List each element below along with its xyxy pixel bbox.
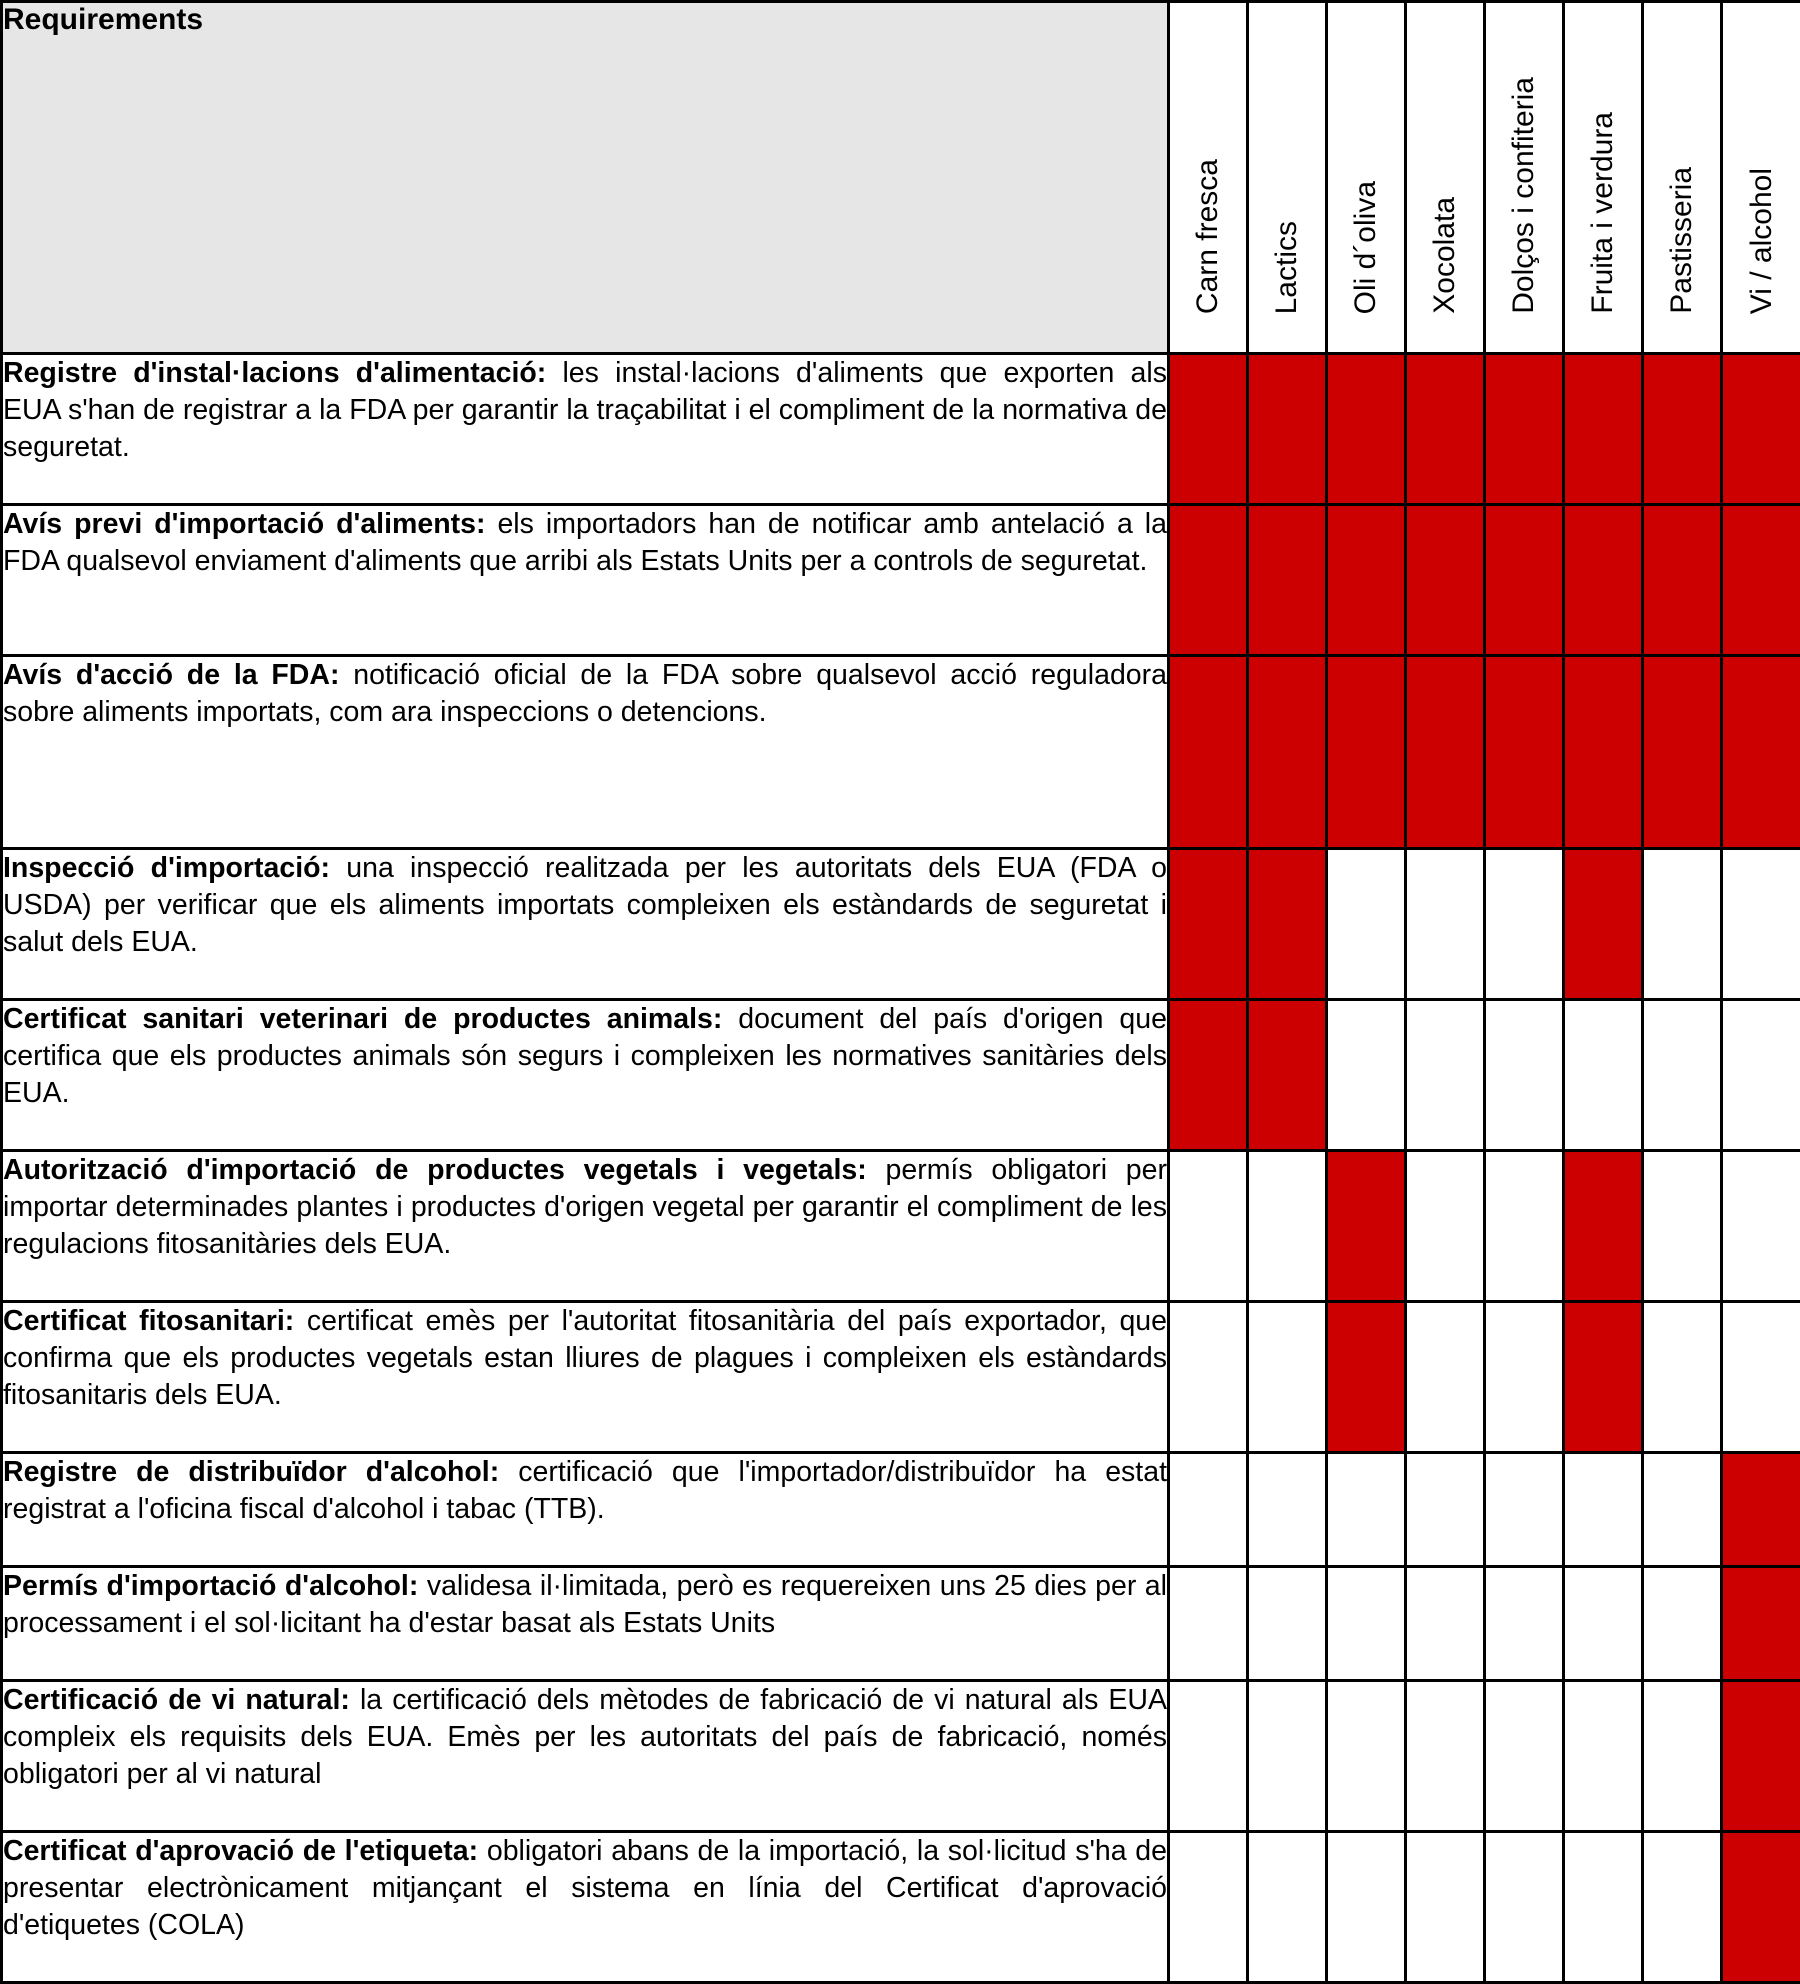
requirement-text: document del país d'origen que certifica que els productes animals són segurs i compleixen les normatives sanitàries dels EUA. (3, 1003, 1167, 1109)
required-cell (1564, 1151, 1643, 1302)
table-row (2, 1681, 1800, 1832)
empty-cell (1643, 1302, 1722, 1453)
required-cell (1248, 1000, 1327, 1151)
required-cell (1169, 354, 1248, 505)
required-cell (1564, 505, 1643, 656)
column-header-oli-oliva (1327, 2, 1406, 354)
required-cell (1722, 505, 1800, 656)
requirement-text: una inspecció realitzada per les autoritats dels EUA (FDA o USDA) per verificar que els aliments importats compleixen els estàndards de seguretat i salut dels EUA. (3, 852, 1167, 958)
requirement-text: la certificació dels mètodes de fabricació de vi natural als EUA compleix els requisits dels EUA. Emès per les autoritats del país de fabricació, només obligatori per al vi natural (3, 1684, 1167, 1790)
column-header-carn-fresca (1169, 2, 1248, 354)
required-cell (1643, 354, 1722, 505)
empty-cell (1643, 849, 1722, 1000)
empty-cell (1485, 1832, 1564, 1983)
table-row (2, 354, 1800, 505)
required-cell (1564, 1302, 1643, 1453)
column-label: Carn fresca (1191, 159, 1225, 314)
empty-cell (1485, 1453, 1564, 1567)
empty-cell (1643, 1832, 1722, 1983)
empty-cell (1169, 1151, 1248, 1302)
requirement-description (2, 656, 1169, 849)
table-row (2, 849, 1800, 1000)
requirements-header: Requirements (2, 2, 1169, 354)
empty-cell (1406, 1151, 1485, 1302)
empty-cell (1485, 1681, 1564, 1832)
requirement-description (2, 505, 1169, 656)
required-cell (1169, 505, 1248, 656)
requirement-text: els importadors han de notificar amb antelació a la FDA qualsevol enviament d'aliments que arribi als Estats Units per a controls de seguretat. (3, 508, 1167, 577)
table-body (2, 2, 1800, 1983)
empty-cell (1722, 1000, 1800, 1151)
column-header-xocolata (1406, 2, 1485, 354)
empty-cell (1485, 849, 1564, 1000)
required-cell (1722, 1832, 1800, 1983)
column-header-vi-alcohol (1722, 2, 1800, 354)
column-label: Fruita i verdura (1586, 112, 1620, 314)
empty-cell (1643, 1453, 1722, 1567)
requirement-title: Avís d'acció de la FDA: (3, 659, 339, 691)
table-row (2, 1832, 1800, 1983)
empty-cell (1406, 1302, 1485, 1453)
required-cell (1406, 656, 1485, 849)
requirement-description (2, 1453, 1169, 1567)
required-cell (1564, 354, 1643, 505)
empty-cell (1722, 1302, 1800, 1453)
required-cell (1564, 656, 1643, 849)
empty-cell (1485, 1302, 1564, 1453)
required-cell (1169, 656, 1248, 849)
empty-cell (1406, 1832, 1485, 1983)
requirement-description (2, 1681, 1169, 1832)
required-cell (1485, 505, 1564, 656)
required-cell (1564, 849, 1643, 1000)
table-row (2, 1151, 1800, 1302)
requirement-description (2, 354, 1169, 505)
column-header-fruita-verdura (1564, 2, 1643, 354)
empty-cell (1327, 1000, 1406, 1151)
empty-cell (1327, 849, 1406, 1000)
empty-cell (1248, 1151, 1327, 1302)
empty-cell (1564, 1681, 1643, 1832)
empty-cell (1564, 1453, 1643, 1567)
required-cell (1643, 505, 1722, 656)
requirement-description (2, 1000, 1169, 1151)
empty-cell (1248, 1302, 1327, 1453)
required-cell (1248, 656, 1327, 849)
requirement-title: Certificat d'aprovació de l'etiqueta: (3, 1835, 478, 1867)
column-header-lactics (1248, 2, 1327, 354)
empty-cell (1327, 1832, 1406, 1983)
table-row (2, 1302, 1800, 1453)
requirement-description (2, 1832, 1169, 1983)
empty-cell (1406, 849, 1485, 1000)
empty-cell (1722, 849, 1800, 1000)
required-cell (1327, 1302, 1406, 1453)
empty-cell (1248, 1453, 1327, 1567)
requirement-text: validesa il·limitada, però es requereixen uns 25 dies per al processament i el sol·licitant ha d'estar basat als Estats Units (3, 1570, 1167, 1639)
requirement-title: Avís previ d'importació d'aliments: (3, 508, 485, 540)
requirement-text: certificació que l'importador/distribuïdor ha estat registrat a l'oficina fiscal d'alcohol i tabac (TTB). (3, 1456, 1167, 1525)
empty-cell (1564, 1000, 1643, 1151)
required-cell (1327, 1151, 1406, 1302)
required-cell (1248, 849, 1327, 1000)
empty-cell (1564, 1832, 1643, 1983)
column-label: Dolços i confiteria (1507, 77, 1541, 314)
column-header-dolcos-confiteria (1485, 2, 1564, 354)
requirement-text: certificat emès per l'autoritat fitosanitària del país exportador, que confirma que els productes vegetals estan lliures de plagues i compleixen els estàndards fitosanitaris dels EUA. (3, 1305, 1167, 1411)
empty-cell (1169, 1302, 1248, 1453)
table-row (2, 656, 1800, 849)
required-cell (1327, 505, 1406, 656)
empty-cell (1169, 1681, 1248, 1832)
table-row (2, 1567, 1800, 1681)
empty-cell (1406, 1453, 1485, 1567)
empty-cell (1327, 1567, 1406, 1681)
requirement-title: Permís d'importació d'alcohol: (3, 1570, 418, 1602)
empty-cell (1327, 1453, 1406, 1567)
empty-cell (1643, 1681, 1722, 1832)
empty-cell (1169, 1453, 1248, 1567)
empty-cell (1643, 1000, 1722, 1151)
table-row (2, 1000, 1800, 1151)
requirement-title: Inspecció d'importació: (3, 852, 330, 884)
required-cell (1327, 656, 1406, 849)
required-cell (1722, 1681, 1800, 1832)
requirement-description (2, 1302, 1169, 1453)
required-cell (1327, 354, 1406, 505)
empty-cell (1406, 1000, 1485, 1151)
required-cell (1169, 849, 1248, 1000)
requirement-title: Registre de distribuïdor d'alcohol: (3, 1456, 499, 1488)
empty-cell (1248, 1681, 1327, 1832)
requirement-text: obligatori abans de la importació, la sol·licitud s'ha de presentar electrònicament mitjançant el sistema en línia del Certificat d'aprovació d'etiquetes (COLA) (3, 1835, 1167, 1941)
empty-cell (1248, 1832, 1327, 1983)
empty-cell (1485, 1151, 1564, 1302)
requirement-title: Certificat fitosanitari: (3, 1305, 294, 1337)
requirement-description (2, 849, 1169, 1000)
required-cell (1722, 1453, 1800, 1567)
empty-cell (1485, 1567, 1564, 1681)
header-row (2, 2, 1800, 354)
empty-cell (1169, 1832, 1248, 1983)
required-cell (1406, 354, 1485, 505)
required-cell (1485, 354, 1564, 505)
empty-cell (1643, 1567, 1722, 1681)
required-cell (1406, 505, 1485, 656)
empty-cell (1485, 1000, 1564, 1151)
empty-cell (1406, 1567, 1485, 1681)
requirement-title: Certificació de vi natural: (3, 1684, 350, 1716)
required-cell (1722, 354, 1800, 505)
empty-cell (1564, 1567, 1643, 1681)
requirement-text: notificació oficial de la FDA sobre qualsevol acció reguladora sobre aliments importats, com ara inspeccions o detencions. (3, 659, 1167, 728)
table-row (2, 505, 1800, 656)
empty-cell (1406, 1681, 1485, 1832)
empty-cell (1643, 1151, 1722, 1302)
requirement-description (2, 1567, 1169, 1681)
required-cell (1485, 656, 1564, 849)
requirement-title: Registre d'instal·lacions d'alimentació: (3, 357, 546, 389)
empty-cell (1169, 1567, 1248, 1681)
required-cell (1169, 1000, 1248, 1151)
required-cell (1722, 656, 1800, 849)
empty-cell (1248, 1567, 1327, 1681)
required-cell (1722, 1567, 1800, 1681)
column-label: Vi / alcohol (1745, 168, 1779, 314)
empty-cell (1722, 1151, 1800, 1302)
required-cell (1248, 505, 1327, 656)
requirement-text: les instal·lacions d'aliments que exporten als EUA s'han de registrar a la FDA per garantir la traçabilitat i el compliment de la normativa de seguretat. (3, 357, 1167, 463)
column-label: Lactics (1270, 221, 1304, 314)
column-header-pastisseria (1643, 2, 1722, 354)
column-label: Pastisseria (1665, 167, 1699, 314)
requirement-title: Autorització d'importació de productes vegetals i vegetals: (3, 1154, 867, 1186)
requirement-text: permís obligatori per importar determinades plantes i productes d'origen vegetal per garantir el compliment de les regulacions fitosanitàries dels EUA. (3, 1154, 1167, 1260)
requirement-description (2, 1151, 1169, 1302)
table-row (2, 1453, 1800, 1567)
required-cell (1643, 656, 1722, 849)
required-cell (1248, 354, 1327, 505)
empty-cell (1327, 1681, 1406, 1832)
requirement-title: Certificat sanitari veterinari de productes animals: (3, 1003, 722, 1035)
column-label: Xocolata (1428, 197, 1462, 314)
column-label: Oli d´oliva (1349, 181, 1383, 314)
